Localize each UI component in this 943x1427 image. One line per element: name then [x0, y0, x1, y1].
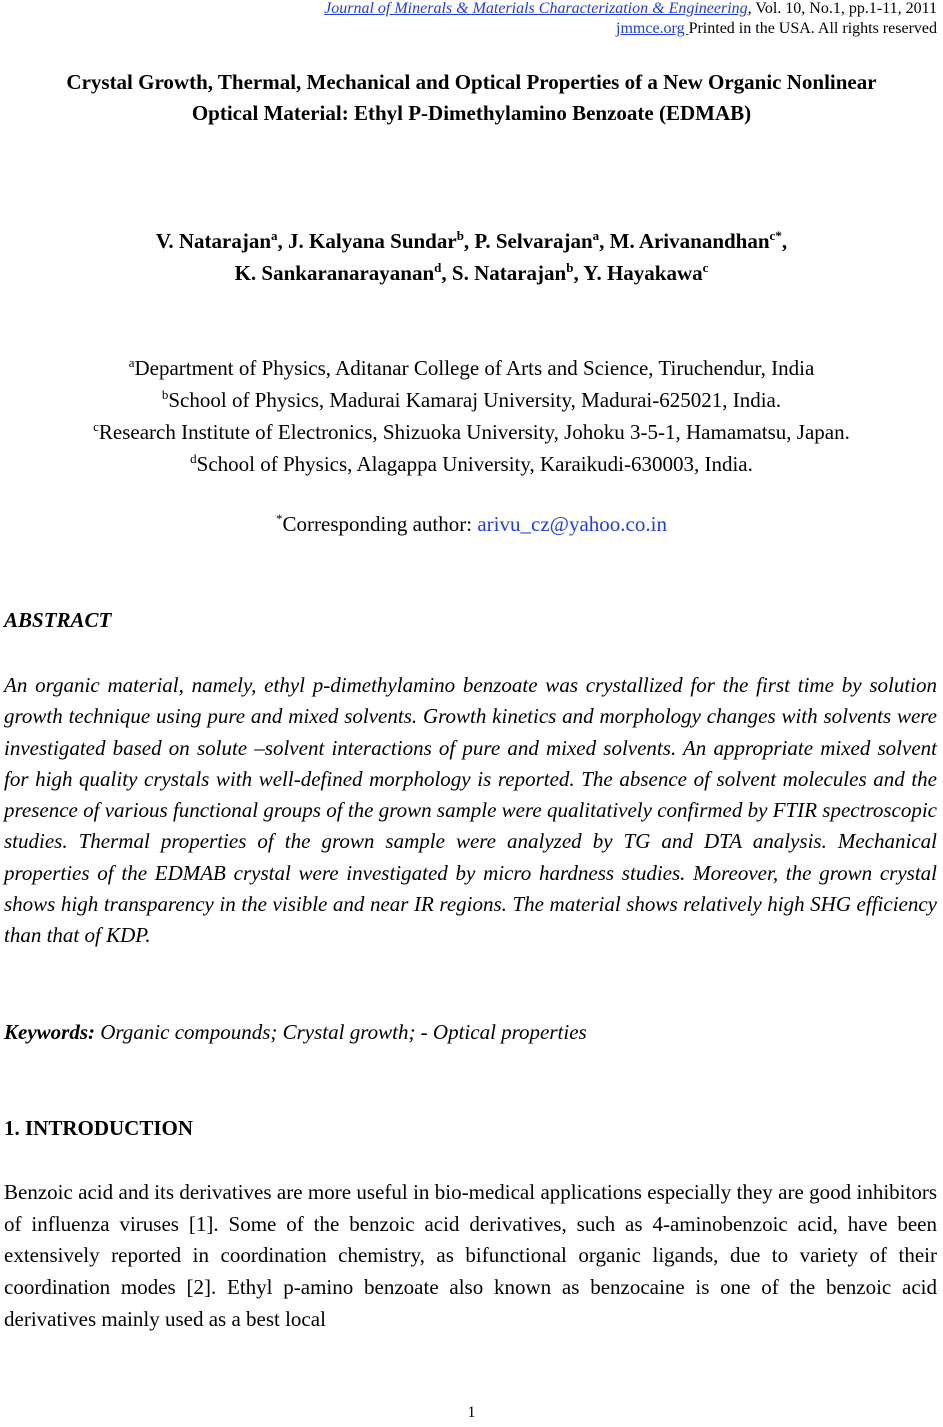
keywords-text: Organic compounds; Crystal growth; - Optical properties: [95, 1020, 587, 1044]
author-name: M. Arivanandhan: [609, 229, 770, 253]
affiliation: [0, 448, 943, 480]
keywords: [4, 1020, 587, 1045]
affiliation-sup: a: [128, 355, 135, 370]
author-affil-sup: a: [592, 228, 600, 243]
author-separator: ,: [441, 261, 452, 285]
author-name: V. Natarajan: [155, 229, 272, 253]
affiliation-text: School of Physics, Alagappa University, Karaikudi-630003, India.: [196, 452, 753, 476]
author-name: P. Selvarajan: [474, 229, 593, 253]
journal-header: [324, 0, 937, 19]
corresponding-sup: *: [276, 511, 283, 526]
rights-text: Printed in the USA. All rights reserved: [688, 20, 937, 37]
corresponding-author: [0, 512, 943, 537]
publisher-header: [616, 19, 937, 39]
author-separator: ,: [463, 229, 475, 253]
introduction-text: Benzoic acid and its derivatives are more useful in bio-medical applications especially they are good inhibitors of influenza viruses [1]. Some of the benzoic acid derivatives, such as 4-aminobenzoic acid, have been extensively reported in coordination chemistry, as bifunctional organic ligands, due to variety of their coordination modes [2]. Ethyl p-amino benzoate also known as benzocaine is one of the benzoic acid derivatives mainly used as a best local: [4, 1180, 937, 1331]
affiliation-text: Department of Physics, Aditanar College of Arts and Science, Tiruchendur, India: [134, 356, 815, 380]
author-affil-sup: c*: [769, 228, 782, 243]
site-link[interactable]: jmmce.org: [616, 20, 689, 37]
author-affil-sup: a: [271, 228, 278, 243]
title-line-2: Optical Material: Ethyl P-Dimethylamino Benzoate (EDMAB): [191, 101, 752, 125]
affiliation-list: [0, 352, 943, 480]
journal-volume: , Vol. 10, No.1, pp.1-11, 2011: [747, 0, 937, 17]
affiliation-text: School of Physics, Madurai Kamaraj University, Madurai-625021, India.: [168, 388, 782, 412]
author-separator: ,: [781, 229, 788, 253]
affiliation-sup: d: [190, 451, 197, 466]
author-affil-sup: b: [566, 260, 574, 275]
author-separator: ,: [277, 229, 289, 253]
affiliation: [0, 384, 943, 416]
page-number: 1: [467, 1404, 476, 1421]
author-list: [0, 225, 943, 289]
keywords-label: Keywords:: [4, 1020, 95, 1044]
journal-link[interactable]: Journal of Minerals & Materials Characterization & Engineering: [324, 0, 748, 17]
author-line-2: [0, 257, 943, 289]
affiliation: [0, 416, 943, 448]
author-affil-sup: d: [434, 260, 442, 275]
author-affil-sup: c: [702, 260, 709, 275]
abstract-text: An organic material, namely, ethyl p-dimethylamino benzoate was crystallized for the first time by solution growth technique using pure and mixed solvents. Growth kinetics and morphology changes with solvents were investigated based on solute –solvent interactions of pure and mixed solvents. An appropriate mixed solvent for high quality crystals with well-defined morphology is reported. The absence of solvent molecules and the presence of various functional groups of the grown sample were qualitatively confirmed by FTIR spectroscopic studies. Thermal properties of the grown sample were analyzed by TG and DTA analysis. Mechanical properties of the EDMAB crystal were investigated by micro hardness studies. Moreover, the grown crystal shows high transparency in the visible and near IR regions. The material shows relatively high SHG efficiency than that of KDP.: [4, 673, 937, 948]
affiliation-text: Research Institute of Electronics, Shizuoka University, Johoku 3-5-1, Hamamatsu, Japan.: [98, 420, 850, 444]
corresponding-label: Corresponding author:: [282, 512, 478, 536]
author-affil-sup: b: [456, 228, 464, 243]
author-name: S. Natarajan: [451, 261, 567, 285]
paper-title: [0, 67, 943, 129]
author-name: K. Sankaranarayanan: [234, 261, 435, 285]
author-name: J. Kalyana Sundar: [288, 229, 457, 253]
affiliation-sup: b: [161, 387, 169, 402]
section-heading-introduction: 1. INTRODUCTION: [4, 1116, 194, 1140]
author-separator: ,: [573, 261, 584, 285]
email-link[interactable]: arivu_cz@yahoo.co.in: [477, 512, 667, 536]
affiliation: [0, 352, 943, 384]
abstract-heading: ABSTRACT: [4, 608, 112, 632]
author-name: Y. Hayakawa: [583, 261, 703, 285]
affiliation-sup: c: [93, 419, 99, 434]
author-line-1: [0, 225, 943, 257]
title-line-1: Crystal Growth, Thermal, Mechanical and Optical Properties of a New Organic Nonlinear: [66, 70, 877, 94]
author-separator: ,: [599, 229, 610, 253]
